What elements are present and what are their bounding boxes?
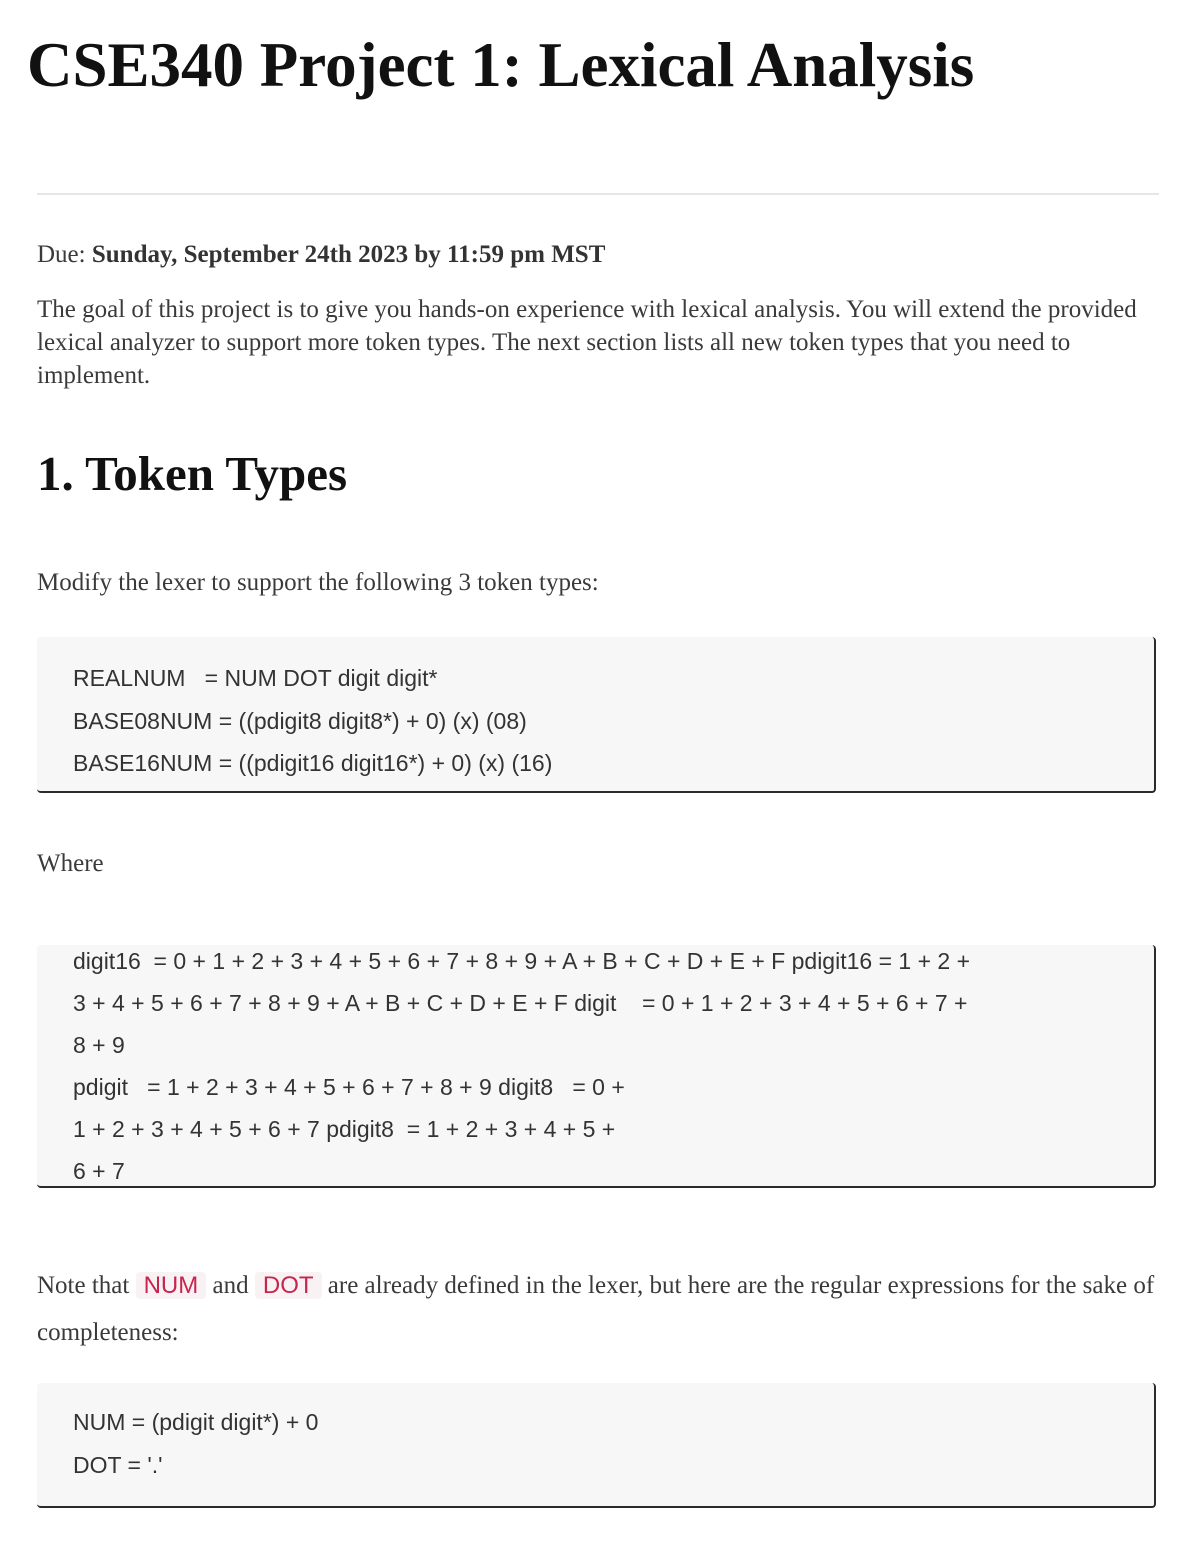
due-label: Due: [37,241,86,268]
modify-paragraph: Modify the lexer to support the following 3 token types: [37,569,599,596]
code-line: DOT = '.' [73,1452,163,1478]
code-line: 1 + 2 + 3 + 4 + 5 + 6 + 7 pdigit8 = 1 + 2 + 3 + 4 + 5 + [73,1116,616,1142]
note-text-after: are already defined in the lexer, but here are the regular expressions for the sake of completeness: [37,1272,1155,1346]
code-line: pdigit = 1 + 2 + 3 + 4 + 5 + 6 + 7 + 8 + 9 digit8 = 0 + [73,1074,625,1100]
inline-code-dot: DOT [255,1272,322,1299]
num-dot-definitions-code-block [37,1383,1156,1508]
inline-code-num: NUM [136,1272,207,1299]
code-line: NUM = (pdigit digit*) + 0 [73,1409,319,1435]
code-line: BASE08NUM = ((pdigit8 digit8*) + 0) (x) (08) [73,708,527,734]
section-heading-token-types: 1. Token Types [37,446,348,501]
intro-paragraph: The goal of this project is to give you hands-on experience with lexical analysis. You will extend the provided lexical analyzer to support more token types. The next section lists all new token types that you need to implement. [37,296,1137,389]
where-paragraph: Where [37,850,104,877]
note-text-and: and [212,1272,249,1299]
code-line: 3 + 4 + 5 + 6 + 7 + 8 + 9 + A + B + C + D + E + F digit = 0 + 1 + 2 + 3 + 4 + 5 + 6 + 7 + [73,990,968,1016]
code-line: 8 + 9 [73,1032,125,1058]
title-divider [37,193,1159,195]
due-value: Sunday, September 24th 2023 by 11:59 pm MST [91,241,606,268]
digit-definitions-code-block [37,945,1156,1188]
note-paragraph [37,1262,1157,1356]
code-line: BASE16NUM = ((pdigit16 digit16*) + 0) (x) (16) [73,750,553,776]
code-line: digit16 = 0 + 1 + 2 + 3 + 4 + 5 + 6 + 7 + 8 + 9 + A + B + C + D + E + F pdigit16 = 1 + 2 + [73,948,971,974]
note-text-before: Note that [37,1272,130,1299]
token-definitions-code-block [37,637,1156,793]
page-title: CSE340 Project 1: Lexical Analysis [27,30,975,100]
code-line: REALNUM = NUM DOT digit digit* [73,665,438,691]
due-date [37,238,605,271]
code-line: 6 + 7 [73,1158,125,1184]
